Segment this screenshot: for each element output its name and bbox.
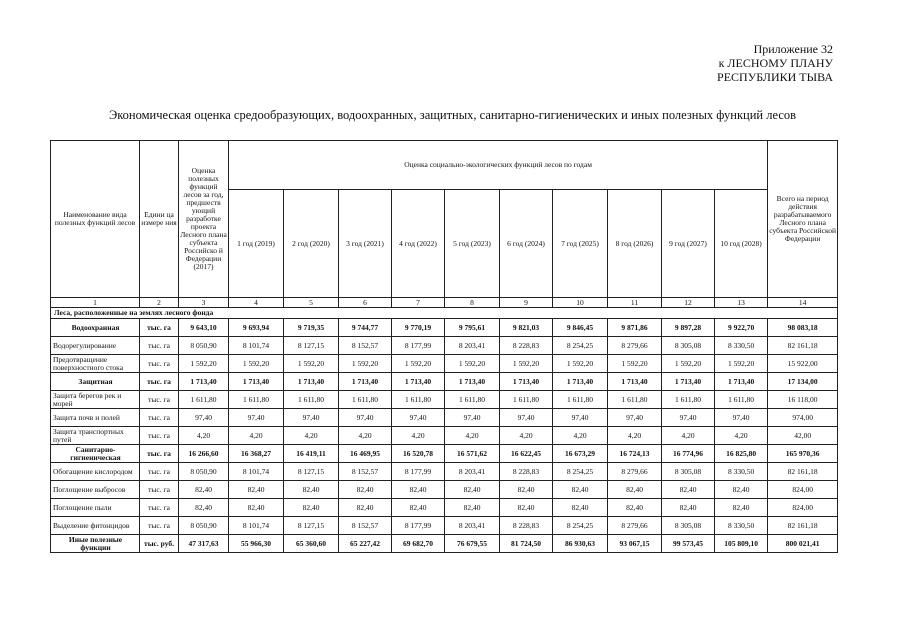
column-number: 1: [51, 298, 140, 308]
header-years-group: Оценка социально-экологических функций лесов по годам: [229, 141, 768, 190]
row-value: 1 611,80: [339, 391, 392, 409]
row-value: 1 713,40: [553, 373, 608, 391]
row-name: Поглощение пыли: [51, 499, 140, 517]
header-unit: Едини ца измере ния: [140, 141, 179, 298]
column-number: 10: [553, 298, 608, 308]
row-value: 16 419,11: [284, 445, 339, 463]
row-value: 1 611,80: [445, 391, 500, 409]
row-value: 16 368,27: [229, 445, 284, 463]
row-value: 16 118,00: [768, 391, 838, 409]
row-value: 4,20: [179, 427, 229, 445]
row-value: 97,40: [392, 409, 445, 427]
row-unit: тыс. га: [140, 517, 179, 535]
header-year-4: 4 год (2022): [392, 190, 445, 298]
column-number: 13: [715, 298, 768, 308]
row-value: 8 177,99: [392, 517, 445, 535]
row-unit: тыс. га: [140, 445, 179, 463]
row-name: Защитная: [51, 373, 140, 391]
row-value: 1 592,20: [445, 355, 500, 373]
row-value: 8 330,50: [715, 337, 768, 355]
row-value: 16 724,13: [608, 445, 662, 463]
row-value: 8 305,08: [662, 517, 715, 535]
row-value: 82,40: [608, 499, 662, 517]
row-value: 4,20: [445, 427, 500, 445]
row-value: 9 821,03: [500, 319, 553, 337]
row-value: 81 724,50: [500, 535, 553, 553]
row-value: 1 592,20: [284, 355, 339, 373]
row-value: 16 774,96: [662, 445, 715, 463]
header-year-7: 7 год (2025): [553, 190, 608, 298]
header-year-8: 8 год (2026): [608, 190, 662, 298]
column-number: 12: [662, 298, 715, 308]
table-row: [51, 535, 838, 553]
row-value: 1 592,20: [339, 355, 392, 373]
row-value: 8 127,15: [284, 463, 339, 481]
row-value: 4,20: [284, 427, 339, 445]
header-year-1: 1 год (2019): [229, 190, 284, 298]
row-value: 9 897,28: [662, 319, 715, 337]
row-value: 82,40: [608, 481, 662, 499]
row-value: 97,40: [179, 409, 229, 427]
row-value: 1 592,20: [392, 355, 445, 373]
row-value: 9 795,61: [445, 319, 500, 337]
row-unit: тыс. га: [140, 409, 179, 427]
row-value: 1 713,40: [715, 373, 768, 391]
row-value: 8 279,66: [608, 517, 662, 535]
row-value: 824,00: [768, 499, 838, 517]
row-value: 8 203,41: [445, 463, 500, 481]
row-value: 8 152,57: [339, 463, 392, 481]
row-value: 16 673,29: [553, 445, 608, 463]
row-value: 42,00: [768, 427, 838, 445]
row-value: 9 770,19: [392, 319, 445, 337]
row-unit: тыс. га: [140, 391, 179, 409]
row-value: 9 744,77: [339, 319, 392, 337]
row-value: 8 050,90: [179, 463, 229, 481]
row-value: 1 592,20: [608, 355, 662, 373]
row-value: 1 592,20: [715, 355, 768, 373]
header-total: Всего на период действия разрабатываемого Лесного плана субъекта Российской Федерации: [768, 141, 838, 298]
section-title: Леса, расположенные на землях лесного фонда: [51, 308, 838, 319]
row-value: 4,20: [339, 427, 392, 445]
header-prev-year: Оценка полезных функций лесов за год, предшеств ующий разработке проекта Лесного плана субъекта Российско й Федерации (2017): [179, 141, 229, 298]
row-value: 1 592,20: [229, 355, 284, 373]
row-value: 4,20: [553, 427, 608, 445]
row-value: 55 966,30: [229, 535, 284, 553]
row-value: 8 279,66: [608, 337, 662, 355]
row-value: 82,40: [445, 499, 500, 517]
row-value: 8 305,08: [662, 463, 715, 481]
row-value: 4,20: [662, 427, 715, 445]
header-name: Наименование вида полезных функций лесов: [51, 141, 140, 298]
row-unit: тыс. га: [140, 337, 179, 355]
row-value: 8 228,83: [500, 337, 553, 355]
row-value: 1 592,20: [500, 355, 553, 373]
row-value: 8 305,08: [662, 337, 715, 355]
row-value: 99 573,45: [662, 535, 715, 553]
document-title: Экономическая оценка средообразующих, водоохранных, защитных, санитарно-гигиенических и иных полезных функций лесов: [108, 108, 797, 122]
header-year-10: 10 год (2028): [715, 190, 768, 298]
row-value: 8 228,83: [500, 517, 553, 535]
forest-functions-table: [50, 140, 838, 553]
header-year-2: 2 год (2020): [284, 190, 339, 298]
row-value: 98 083,18: [768, 319, 838, 337]
row-unit: тыс. га: [140, 463, 179, 481]
header-year-3: 3 год (2021): [339, 190, 392, 298]
column-number: 7: [392, 298, 445, 308]
row-unit: тыс. га: [140, 499, 179, 517]
row-unit: тыс. га: [140, 373, 179, 391]
row-value: 8 152,57: [339, 517, 392, 535]
column-number: 14: [768, 298, 838, 308]
row-value: 4,20: [229, 427, 284, 445]
appendix-line-3: РЕСПУБЛИКИ ТЫВА: [717, 70, 833, 84]
row-name: Иные полезные функции: [51, 535, 140, 553]
row-value: 4,20: [715, 427, 768, 445]
row-value: 9 693,94: [229, 319, 284, 337]
table-row: [51, 517, 838, 535]
table-row: [51, 445, 838, 463]
row-value: 82,40: [179, 499, 229, 517]
row-value: 9 846,45: [553, 319, 608, 337]
row-value: 8 127,15: [284, 517, 339, 535]
row-value: 824,00: [768, 481, 838, 499]
row-value: 82 161,18: [768, 463, 838, 481]
row-value: 1 713,40: [339, 373, 392, 391]
row-value: 9 643,10: [179, 319, 229, 337]
row-value: 1 611,80: [715, 391, 768, 409]
row-value: 1 713,40: [284, 373, 339, 391]
row-value: 8 330,50: [715, 463, 768, 481]
table-row: [51, 319, 838, 337]
row-value: 105 809,10: [715, 535, 768, 553]
row-value: 8 279,66: [608, 463, 662, 481]
row-value: 17 134,00: [768, 373, 838, 391]
row-value: 8 152,57: [339, 337, 392, 355]
column-number: 4: [229, 298, 284, 308]
row-name: Предотвращение поверхностного стока: [51, 355, 140, 373]
row-value: 82,40: [553, 499, 608, 517]
table-row: [51, 355, 838, 373]
table-row: [51, 463, 838, 481]
row-value: 82,40: [500, 481, 553, 499]
row-value: 82,40: [339, 499, 392, 517]
row-value: 8 254,25: [553, 517, 608, 535]
row-name: Обогащение кислородом: [51, 463, 140, 481]
row-value: 82,40: [445, 481, 500, 499]
row-value: 82,40: [500, 499, 553, 517]
row-value: 1 713,40: [229, 373, 284, 391]
row-name: Водоохранная: [51, 319, 140, 337]
row-value: 1 713,40: [392, 373, 445, 391]
row-value: 97,40: [500, 409, 553, 427]
table-row: [51, 481, 838, 499]
row-value: 82,40: [553, 481, 608, 499]
row-value: 76 679,55: [445, 535, 500, 553]
row-value: 97,40: [339, 409, 392, 427]
row-value: 82,40: [715, 481, 768, 499]
column-number: 9: [500, 298, 553, 308]
row-name: Защита транспортных путей: [51, 427, 140, 445]
row-value: 1 611,80: [662, 391, 715, 409]
table-row: [51, 391, 838, 409]
column-number: 5: [284, 298, 339, 308]
row-value: 15 922,00: [768, 355, 838, 373]
row-value: 16 469,95: [339, 445, 392, 463]
header-year-5: 5 год (2023): [445, 190, 500, 298]
row-value: 82,40: [392, 499, 445, 517]
row-value: 97,40: [229, 409, 284, 427]
row-value: 16 622,45: [500, 445, 553, 463]
row-value: 1 611,80: [179, 391, 229, 409]
row-value: 47 317,63: [179, 535, 229, 553]
row-value: 8 127,15: [284, 337, 339, 355]
row-value: 1 611,80: [608, 391, 662, 409]
row-value: 82 161,18: [768, 337, 838, 355]
table-row: [51, 337, 838, 355]
row-value: 1 713,40: [608, 373, 662, 391]
row-value: 82,40: [662, 499, 715, 517]
row-value: 165 970,36: [768, 445, 838, 463]
row-value: 8 228,83: [500, 463, 553, 481]
column-number: 11: [608, 298, 662, 308]
row-value: 8 177,99: [392, 463, 445, 481]
row-value: 1 592,20: [553, 355, 608, 373]
row-value: 82,40: [284, 499, 339, 517]
header-year-6: 6 год (2024): [500, 190, 553, 298]
row-value: 9 871,86: [608, 319, 662, 337]
row-value: 93 067,15: [608, 535, 662, 553]
row-unit: тыс. га: [140, 427, 179, 445]
row-name: Санитарно-гигиеническая: [51, 445, 140, 463]
row-value: 1 713,40: [662, 373, 715, 391]
row-value: 97,40: [445, 409, 500, 427]
row-value: 82 161,18: [768, 517, 838, 535]
row-value: 8 050,90: [179, 517, 229, 535]
row-value: 82,40: [392, 481, 445, 499]
row-value: 800 021,41: [768, 535, 838, 553]
row-name: Защита почв и полей: [51, 409, 140, 427]
column-number: 3: [179, 298, 229, 308]
row-unit: тыс. руб.: [140, 535, 179, 553]
row-name: Защита берегов рек и морей: [51, 391, 140, 409]
row-value: 1 611,80: [284, 391, 339, 409]
row-value: 82,40: [284, 481, 339, 499]
row-value: 97,40: [284, 409, 339, 427]
row-value: 1 611,80: [392, 391, 445, 409]
row-value: 8 254,25: [553, 463, 608, 481]
row-value: 16 520,78: [392, 445, 445, 463]
appendix-header: [717, 42, 833, 84]
row-value: 86 930,63: [553, 535, 608, 553]
table-row: [51, 499, 838, 517]
row-value: 8 203,41: [445, 337, 500, 355]
row-value: 8 101,74: [229, 517, 284, 535]
row-value: 9 922,70: [715, 319, 768, 337]
row-unit: тыс. га: [140, 319, 179, 337]
row-value: 8 203,41: [445, 517, 500, 535]
row-value: 97,40: [608, 409, 662, 427]
row-value: 1 592,20: [179, 355, 229, 373]
row-value: 1 592,20: [662, 355, 715, 373]
row-value: 9 719,35: [284, 319, 339, 337]
row-value: 69 682,70: [392, 535, 445, 553]
row-value: 974,00: [768, 409, 838, 427]
row-value: 82,40: [339, 481, 392, 499]
row-value: 4,20: [392, 427, 445, 445]
row-value: 65 360,60: [284, 535, 339, 553]
row-value: 8 330,50: [715, 517, 768, 535]
row-value: 8 050,90: [179, 337, 229, 355]
row-value: 82,40: [662, 481, 715, 499]
row-value: 82,40: [229, 499, 284, 517]
row-value: 8 254,25: [553, 337, 608, 355]
row-value: 1 713,40: [445, 373, 500, 391]
row-value: 8 101,74: [229, 337, 284, 355]
row-value: 82,40: [715, 499, 768, 517]
row-value: 97,40: [662, 409, 715, 427]
row-value: 1 611,80: [500, 391, 553, 409]
row-value: 16 825,80: [715, 445, 768, 463]
row-value: 1 611,80: [229, 391, 284, 409]
column-number: 8: [445, 298, 500, 308]
row-name: Поглощение выбросов: [51, 481, 140, 499]
appendix-line-2: к ЛЕСНОМУ ПЛАНУ: [718, 56, 833, 70]
table-row: [51, 427, 838, 445]
table-row: [51, 409, 838, 427]
row-value: 1 611,80: [553, 391, 608, 409]
row-value: 1 713,40: [179, 373, 229, 391]
row-name: Водорегулирование: [51, 337, 140, 355]
row-value: 97,40: [553, 409, 608, 427]
column-number: 2: [140, 298, 179, 308]
row-name: Выделение фитонцидов: [51, 517, 140, 535]
table-row: [51, 373, 838, 391]
row-value: 8 101,74: [229, 463, 284, 481]
row-value: 82,40: [229, 481, 284, 499]
row-value: 4,20: [500, 427, 553, 445]
appendix-line-1: Приложение 32: [753, 42, 833, 56]
column-number: 6: [339, 298, 392, 308]
row-value: 8 177,99: [392, 337, 445, 355]
header-year-9: 9 год (2027): [662, 190, 715, 298]
row-value: 65 227,42: [339, 535, 392, 553]
row-value: 16 266,60: [179, 445, 229, 463]
row-value: 1 713,40: [500, 373, 553, 391]
row-value: 4,20: [608, 427, 662, 445]
row-unit: тыс. га: [140, 355, 179, 373]
row-value: 16 571,62: [445, 445, 500, 463]
row-value: 97,40: [715, 409, 768, 427]
row-value: 82,40: [179, 481, 229, 499]
row-unit: тыс. га: [140, 481, 179, 499]
